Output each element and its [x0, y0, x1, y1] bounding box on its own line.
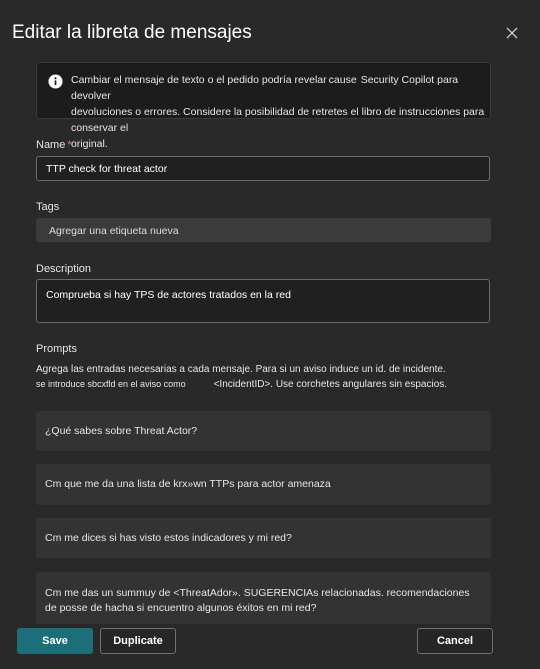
- prompt-item[interactable]: Cm que me da una lista de krx»wn TTPs para actor amenaza: [36, 464, 491, 505]
- prompts-help-text: Agrega las entradas necesarias a cada mensaje. Para si un aviso induce un id. de incidente. se introduce sbcxfld en el aviso como <IncidentID>. Use corchetes angulares sin espacios.: [36, 364, 448, 390]
- add-tag-input[interactable]: Agregar una etiqueta nueva: [36, 218, 491, 242]
- close-icon[interactable]: [504, 25, 520, 41]
- dialog-title: Editar la libreta de mensajes: [12, 22, 252, 43]
- save-button[interactable]: Save: [17, 628, 93, 654]
- cancel-button[interactable]: Cancel: [417, 628, 493, 654]
- name-input[interactable]: TTP check for threat actor: [36, 156, 490, 181]
- prompt-item[interactable]: Cm me dices si has visto estos indicadores y mi red?: [36, 518, 491, 558]
- duplicate-button[interactable]: Duplicate: [100, 628, 176, 654]
- name-label: Name *: [36, 139, 72, 151]
- description-label: Description: [36, 263, 92, 275]
- info-icon: [48, 74, 63, 89]
- dialog-footer: [0, 624, 540, 669]
- prompt-item[interactable]: Cm me das un summuy de <ThreatAdor». SUGERENCIAs relacionadas. recomendaciones de posse de hacha si encuentro algunos éxitos en mi red?: [36, 572, 491, 624]
- tags-label: Tags: [36, 201, 60, 213]
- prompts-label: Prompts: [36, 343, 77, 355]
- description-textarea[interactable]: Comprueba si hay TPS de actores tratados en la red: [36, 279, 490, 323]
- prompt-item[interactable]: ¿Qué sabes sobre Threat Actor?: [36, 411, 491, 451]
- info-message: Cambiar el mensaje de texto o el pedido podría revelar cause Security Copilot para devolver devoluciones o errores. Considere la posibilidad de retretes el libro de instrucciones para conservar el original.: [71, 74, 485, 150]
- required-marker: *: [67, 139, 72, 151]
